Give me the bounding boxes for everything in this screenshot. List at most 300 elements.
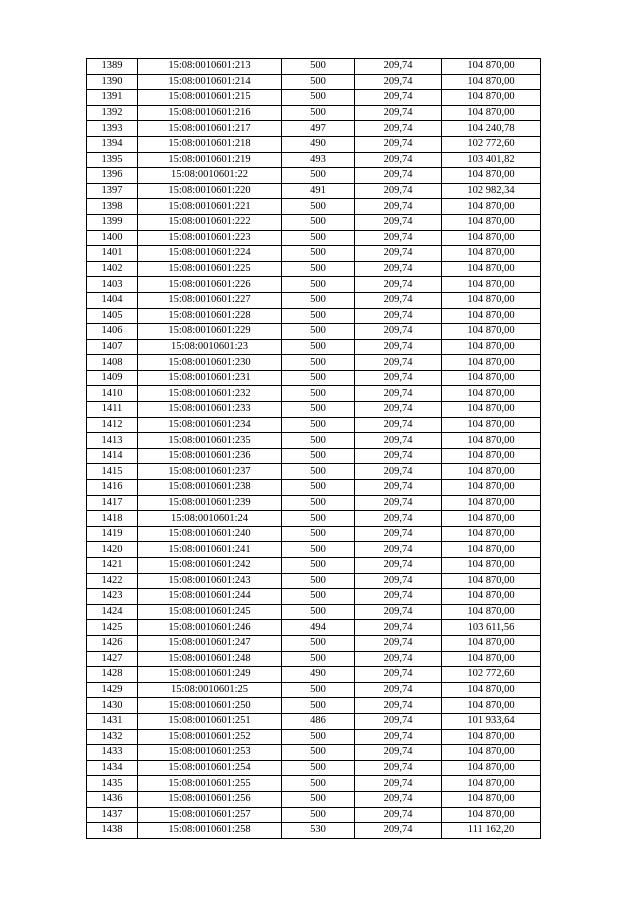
cadastral-number-cell: 15:08:0010601:23 <box>138 339 282 355</box>
price-cell: 209,74 <box>355 183 442 199</box>
cadastral-number-cell: 15:08:0010601:253 <box>138 745 282 761</box>
table-row <box>87 90 541 106</box>
row-number-cell: 1399 <box>87 214 138 230</box>
total-cell: 104 870,00 <box>442 589 541 605</box>
price-cell: 209,74 <box>355 355 442 371</box>
area-cell: 500 <box>282 90 355 106</box>
area-cell: 500 <box>282 558 355 574</box>
price-cell: 209,74 <box>355 589 442 605</box>
cadastral-number-cell: 15:08:0010601:250 <box>138 698 282 714</box>
price-cell: 209,74 <box>355 745 442 761</box>
row-number-cell: 1432 <box>87 729 138 745</box>
row-number-cell: 1410 <box>87 386 138 402</box>
cadastral-number-cell: 15:08:0010601:218 <box>138 136 282 152</box>
table-row <box>87 511 541 527</box>
total-cell: 104 870,00 <box>442 355 541 371</box>
area-cell: 500 <box>282 776 355 792</box>
table-row <box>87 370 541 386</box>
cadastral-number-cell: 15:08:0010601:236 <box>138 448 282 464</box>
total-cell: 104 870,00 <box>442 292 541 308</box>
cadastral-number-cell: 15:08:0010601:233 <box>138 402 282 418</box>
area-cell: 491 <box>282 183 355 199</box>
row-number-cell: 1421 <box>87 558 138 574</box>
price-cell: 209,74 <box>355 246 442 262</box>
cadastral-number-cell: 15:08:0010601:249 <box>138 667 282 683</box>
table-row <box>87 635 541 651</box>
cadastral-number-cell: 15:08:0010601:238 <box>138 480 282 496</box>
price-cell: 209,74 <box>355 604 442 620</box>
row-number-cell: 1425 <box>87 620 138 636</box>
cadastral-number-cell: 15:08:0010601:25 <box>138 682 282 698</box>
price-cell: 209,74 <box>355 448 442 464</box>
table-row <box>87 308 541 324</box>
price-cell: 209,74 <box>355 277 442 293</box>
total-cell: 104 870,00 <box>442 604 541 620</box>
total-cell: 104 870,00 <box>442 635 541 651</box>
price-cell: 209,74 <box>355 573 442 589</box>
row-number-cell: 1403 <box>87 277 138 293</box>
row-number-cell: 1411 <box>87 402 138 418</box>
total-cell: 103 401,82 <box>442 152 541 168</box>
area-cell: 500 <box>282 651 355 667</box>
price-cell: 209,74 <box>355 339 442 355</box>
price-cell: 209,74 <box>355 74 442 90</box>
table-row <box>87 760 541 776</box>
price-cell: 209,74 <box>355 651 442 667</box>
row-number-cell: 1433 <box>87 745 138 761</box>
table-row <box>87 246 541 262</box>
row-number-cell: 1415 <box>87 464 138 480</box>
row-number-cell: 1419 <box>87 526 138 542</box>
total-cell: 104 870,00 <box>442 386 541 402</box>
table-row <box>87 823 541 839</box>
area-cell: 500 <box>282 511 355 527</box>
table-row <box>87 573 541 589</box>
cadastral-number-cell: 15:08:0010601:239 <box>138 495 282 511</box>
cadastral-number-cell: 15:08:0010601:246 <box>138 620 282 636</box>
total-cell: 104 870,00 <box>442 339 541 355</box>
table-row <box>87 168 541 184</box>
price-cell: 209,74 <box>355 386 442 402</box>
cadastral-number-cell: 15:08:0010601:243 <box>138 573 282 589</box>
table-row <box>87 526 541 542</box>
area-cell: 500 <box>282 339 355 355</box>
price-cell: 209,74 <box>355 667 442 683</box>
price-cell: 209,74 <box>355 105 442 121</box>
table-row <box>87 807 541 823</box>
price-cell: 209,74 <box>355 90 442 106</box>
total-cell: 104 870,00 <box>442 230 541 246</box>
table-row <box>87 355 541 371</box>
area-cell: 500 <box>282 791 355 807</box>
price-cell: 209,74 <box>355 807 442 823</box>
cadastral-number-cell: 15:08:0010601:248 <box>138 651 282 667</box>
table-row <box>87 74 541 90</box>
cadastral-number-cell: 15:08:0010601:235 <box>138 433 282 449</box>
area-cell: 500 <box>282 324 355 340</box>
price-cell: 209,74 <box>355 136 442 152</box>
price-cell: 209,74 <box>355 199 442 215</box>
cadastral-number-cell: 15:08:0010601:228 <box>138 308 282 324</box>
area-cell: 500 <box>282 59 355 75</box>
row-number-cell: 1418 <box>87 511 138 527</box>
price-cell: 209,74 <box>355 292 442 308</box>
table-row <box>87 745 541 761</box>
price-cell: 209,74 <box>355 230 442 246</box>
area-cell: 500 <box>282 698 355 714</box>
table-row <box>87 448 541 464</box>
row-number-cell: 1435 <box>87 776 138 792</box>
row-number-cell: 1407 <box>87 339 138 355</box>
parcel-table <box>86 58 541 839</box>
table-row <box>87 667 541 683</box>
table-row <box>87 604 541 620</box>
row-number-cell: 1392 <box>87 105 138 121</box>
area-cell: 497 <box>282 121 355 137</box>
table-row <box>87 324 541 340</box>
cadastral-number-cell: 15:08:0010601:244 <box>138 589 282 605</box>
area-cell: 500 <box>282 214 355 230</box>
price-cell: 209,74 <box>355 760 442 776</box>
area-cell: 500 <box>282 230 355 246</box>
row-number-cell: 1408 <box>87 355 138 371</box>
total-cell: 102 772,60 <box>442 136 541 152</box>
price-cell: 209,74 <box>355 635 442 651</box>
table-row <box>87 152 541 168</box>
area-cell: 486 <box>282 713 355 729</box>
cadastral-number-cell: 15:08:0010601:225 <box>138 261 282 277</box>
cadastral-number-cell: 15:08:0010601:223 <box>138 230 282 246</box>
total-cell: 104 870,00 <box>442 59 541 75</box>
price-cell: 209,74 <box>355 823 442 839</box>
table-row <box>87 59 541 75</box>
cadastral-number-cell: 15:08:0010601:229 <box>138 324 282 340</box>
row-number-cell: 1426 <box>87 635 138 651</box>
total-cell: 104 870,00 <box>442 168 541 184</box>
total-cell: 104 870,00 <box>442 791 541 807</box>
area-cell: 500 <box>282 433 355 449</box>
table-row <box>87 261 541 277</box>
area-cell: 500 <box>282 370 355 386</box>
total-cell: 104 870,00 <box>442 480 541 496</box>
total-cell: 104 870,00 <box>442 402 541 418</box>
table-row <box>87 386 541 402</box>
cadastral-number-cell: 15:08:0010601:257 <box>138 807 282 823</box>
row-number-cell: 1427 <box>87 651 138 667</box>
cadastral-number-cell: 15:08:0010601:216 <box>138 105 282 121</box>
row-number-cell: 1402 <box>87 261 138 277</box>
cadastral-number-cell: 15:08:0010601:242 <box>138 558 282 574</box>
row-number-cell: 1398 <box>87 199 138 215</box>
row-number-cell: 1391 <box>87 90 138 106</box>
price-cell: 209,74 <box>355 214 442 230</box>
total-cell: 104 870,00 <box>442 417 541 433</box>
row-number-cell: 1417 <box>87 495 138 511</box>
area-cell: 500 <box>282 542 355 558</box>
total-cell: 104 870,00 <box>442 729 541 745</box>
price-cell: 209,74 <box>355 402 442 418</box>
row-number-cell: 1393 <box>87 121 138 137</box>
cadastral-number-cell: 15:08:0010601:22 <box>138 168 282 184</box>
price-cell: 209,74 <box>355 729 442 745</box>
total-cell: 104 870,00 <box>442 760 541 776</box>
row-number-cell: 1409 <box>87 370 138 386</box>
row-number-cell: 1413 <box>87 433 138 449</box>
total-cell: 103 611,56 <box>442 620 541 636</box>
row-number-cell: 1390 <box>87 74 138 90</box>
cadastral-number-cell: 15:08:0010601:256 <box>138 791 282 807</box>
total-cell: 102 772,60 <box>442 667 541 683</box>
total-cell: 101 933,64 <box>442 713 541 729</box>
cadastral-number-cell: 15:08:0010601:231 <box>138 370 282 386</box>
cadastral-number-cell: 15:08:0010601:234 <box>138 417 282 433</box>
table-row <box>87 558 541 574</box>
cadastral-number-cell: 15:08:0010601:217 <box>138 121 282 137</box>
table-row <box>87 183 541 199</box>
table-row <box>87 417 541 433</box>
area-cell: 494 <box>282 620 355 636</box>
table-row <box>87 620 541 636</box>
area-cell: 530 <box>282 823 355 839</box>
table-row <box>87 480 541 496</box>
cadastral-number-cell: 15:08:0010601:227 <box>138 292 282 308</box>
total-cell: 104 870,00 <box>442 277 541 293</box>
total-cell: 104 870,00 <box>442 74 541 90</box>
table-row <box>87 698 541 714</box>
cadastral-number-cell: 15:08:0010601:214 <box>138 74 282 90</box>
table-row <box>87 729 541 745</box>
price-cell: 209,74 <box>355 495 442 511</box>
cadastral-number-cell: 15:08:0010601:237 <box>138 464 282 480</box>
cadastral-number-cell: 15:08:0010601:241 <box>138 542 282 558</box>
table-row <box>87 495 541 511</box>
cadastral-number-cell: 15:08:0010601:232 <box>138 386 282 402</box>
row-number-cell: 1422 <box>87 573 138 589</box>
table-row <box>87 776 541 792</box>
area-cell: 500 <box>282 292 355 308</box>
cadastral-number-cell: 15:08:0010601:230 <box>138 355 282 371</box>
table-row <box>87 651 541 667</box>
area-cell: 500 <box>282 261 355 277</box>
table-row <box>87 136 541 152</box>
area-cell: 500 <box>282 277 355 293</box>
price-cell: 209,74 <box>355 698 442 714</box>
table-row <box>87 105 541 121</box>
table-row <box>87 402 541 418</box>
total-cell: 104 870,00 <box>442 573 541 589</box>
area-cell: 500 <box>282 526 355 542</box>
price-cell: 209,74 <box>355 776 442 792</box>
table-row <box>87 339 541 355</box>
price-cell: 209,74 <box>355 152 442 168</box>
row-number-cell: 1430 <box>87 698 138 714</box>
price-cell: 209,74 <box>355 121 442 137</box>
total-cell: 102 982,34 <box>442 183 541 199</box>
row-number-cell: 1401 <box>87 246 138 262</box>
cadastral-number-cell: 15:08:0010601:215 <box>138 90 282 106</box>
area-cell: 500 <box>282 573 355 589</box>
total-cell: 104 870,00 <box>442 495 541 511</box>
row-number-cell: 1428 <box>87 667 138 683</box>
total-cell: 104 870,00 <box>442 246 541 262</box>
row-number-cell: 1429 <box>87 682 138 698</box>
area-cell: 500 <box>282 105 355 121</box>
row-number-cell: 1423 <box>87 589 138 605</box>
total-cell: 104 870,00 <box>442 698 541 714</box>
row-number-cell: 1416 <box>87 480 138 496</box>
table-row <box>87 682 541 698</box>
row-number-cell: 1389 <box>87 59 138 75</box>
cadastral-number-cell: 15:08:0010601:220 <box>138 183 282 199</box>
row-number-cell: 1397 <box>87 183 138 199</box>
cadastral-number-cell: 15:08:0010601:245 <box>138 604 282 620</box>
total-cell: 104 870,00 <box>442 448 541 464</box>
row-number-cell: 1395 <box>87 152 138 168</box>
area-cell: 500 <box>282 386 355 402</box>
price-cell: 209,74 <box>355 682 442 698</box>
cadastral-number-cell: 15:08:0010601:254 <box>138 760 282 776</box>
price-cell: 209,74 <box>355 370 442 386</box>
cadastral-number-cell: 15:08:0010601:222 <box>138 214 282 230</box>
total-cell: 104 870,00 <box>442 526 541 542</box>
table-row <box>87 214 541 230</box>
row-number-cell: 1400 <box>87 230 138 246</box>
total-cell: 104 870,00 <box>442 464 541 480</box>
total-cell: 104 870,00 <box>442 651 541 667</box>
table-row <box>87 230 541 246</box>
total-cell: 104 870,00 <box>442 776 541 792</box>
total-cell: 104 870,00 <box>442 542 541 558</box>
row-number-cell: 1437 <box>87 807 138 823</box>
area-cell: 490 <box>282 667 355 683</box>
row-number-cell: 1431 <box>87 713 138 729</box>
table-row <box>87 713 541 729</box>
row-number-cell: 1424 <box>87 604 138 620</box>
cadastral-number-cell: 15:08:0010601:224 <box>138 246 282 262</box>
table-row <box>87 433 541 449</box>
cadastral-number-cell: 15:08:0010601:252 <box>138 729 282 745</box>
area-cell: 493 <box>282 152 355 168</box>
price-cell: 209,74 <box>355 261 442 277</box>
price-cell: 209,74 <box>355 464 442 480</box>
area-cell: 500 <box>282 760 355 776</box>
cadastral-number-cell: 15:08:0010601:219 <box>138 152 282 168</box>
total-cell: 111 162,20 <box>442 823 541 839</box>
area-cell: 500 <box>282 589 355 605</box>
total-cell: 104 870,00 <box>442 511 541 527</box>
cadastral-number-cell: 15:08:0010601:247 <box>138 635 282 651</box>
total-cell: 104 870,00 <box>442 433 541 449</box>
area-cell: 500 <box>282 199 355 215</box>
price-cell: 209,74 <box>355 417 442 433</box>
price-cell: 209,74 <box>355 433 442 449</box>
total-cell: 104 870,00 <box>442 807 541 823</box>
price-cell: 209,74 <box>355 308 442 324</box>
total-cell: 104 870,00 <box>442 324 541 340</box>
cadastral-number-cell: 15:08:0010601:24 <box>138 511 282 527</box>
row-number-cell: 1434 <box>87 760 138 776</box>
cadastral-number-cell: 15:08:0010601:255 <box>138 776 282 792</box>
area-cell: 500 <box>282 448 355 464</box>
table-row <box>87 292 541 308</box>
price-cell: 209,74 <box>355 558 442 574</box>
table-row <box>87 277 541 293</box>
table-row <box>87 791 541 807</box>
price-cell: 209,74 <box>355 542 442 558</box>
price-cell: 209,74 <box>355 59 442 75</box>
area-cell: 500 <box>282 745 355 761</box>
cadastral-number-cell: 15:08:0010601:258 <box>138 823 282 839</box>
price-cell: 209,74 <box>355 526 442 542</box>
area-cell: 500 <box>282 729 355 745</box>
row-number-cell: 1420 <box>87 542 138 558</box>
row-number-cell: 1404 <box>87 292 138 308</box>
price-cell: 209,74 <box>355 168 442 184</box>
area-cell: 500 <box>282 402 355 418</box>
cadastral-number-cell: 15:08:0010601:240 <box>138 526 282 542</box>
area-cell: 500 <box>282 682 355 698</box>
total-cell: 104 870,00 <box>442 370 541 386</box>
table-row <box>87 199 541 215</box>
total-cell: 104 870,00 <box>442 105 541 121</box>
cadastral-number-cell: 15:08:0010601:251 <box>138 713 282 729</box>
total-cell: 104 870,00 <box>442 261 541 277</box>
price-cell: 209,74 <box>355 511 442 527</box>
total-cell: 104 870,00 <box>442 558 541 574</box>
total-cell: 104 870,00 <box>442 308 541 324</box>
area-cell: 500 <box>282 74 355 90</box>
price-cell: 209,74 <box>355 791 442 807</box>
total-cell: 104 870,00 <box>442 214 541 230</box>
total-cell: 104 870,00 <box>442 745 541 761</box>
area-cell: 500 <box>282 635 355 651</box>
row-number-cell: 1396 <box>87 168 138 184</box>
area-cell: 500 <box>282 308 355 324</box>
area-cell: 500 <box>282 464 355 480</box>
row-number-cell: 1405 <box>87 308 138 324</box>
area-cell: 500 <box>282 480 355 496</box>
total-cell: 104 870,00 <box>442 90 541 106</box>
table-row <box>87 121 541 137</box>
row-number-cell: 1436 <box>87 791 138 807</box>
area-cell: 500 <box>282 355 355 371</box>
table-row <box>87 464 541 480</box>
area-cell: 500 <box>282 417 355 433</box>
price-cell: 209,74 <box>355 620 442 636</box>
area-cell: 500 <box>282 495 355 511</box>
total-cell: 104 870,00 <box>442 682 541 698</box>
total-cell: 104 240,78 <box>442 121 541 137</box>
total-cell: 104 870,00 <box>442 199 541 215</box>
area-cell: 500 <box>282 246 355 262</box>
area-cell: 490 <box>282 136 355 152</box>
table-row <box>87 542 541 558</box>
cadastral-number-cell: 15:08:0010601:226 <box>138 277 282 293</box>
cadastral-number-cell: 15:08:0010601:221 <box>138 199 282 215</box>
cadastral-number-cell: 15:08:0010601:213 <box>138 59 282 75</box>
row-number-cell: 1438 <box>87 823 138 839</box>
table-row <box>87 589 541 605</box>
row-number-cell: 1414 <box>87 448 138 464</box>
area-cell: 500 <box>282 604 355 620</box>
area-cell: 500 <box>282 168 355 184</box>
row-number-cell: 1394 <box>87 136 138 152</box>
price-cell: 209,74 <box>355 480 442 496</box>
price-cell: 209,74 <box>355 324 442 340</box>
row-number-cell: 1406 <box>87 324 138 340</box>
row-number-cell: 1412 <box>87 417 138 433</box>
price-cell: 209,74 <box>355 713 442 729</box>
